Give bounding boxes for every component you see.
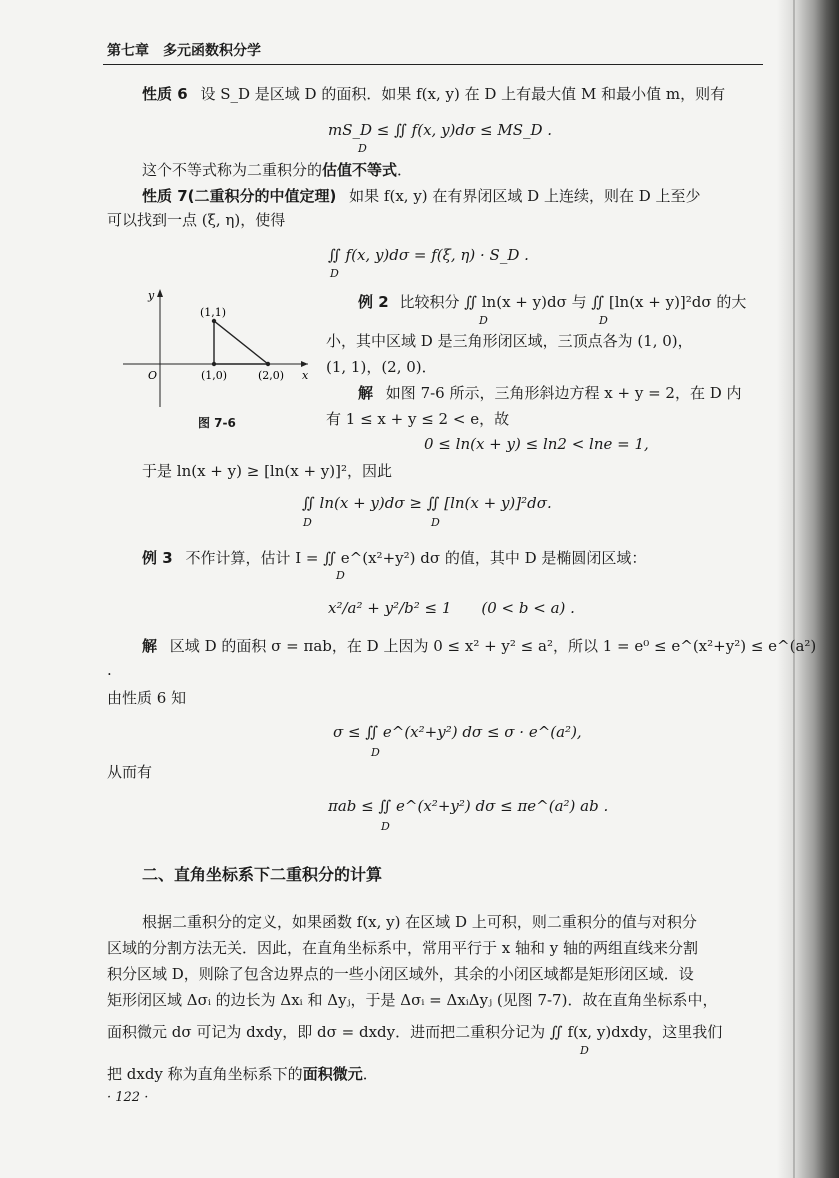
page-number: · 122 · — [107, 1090, 149, 1105]
y-label: y — [148, 289, 155, 302]
example-2-text3: (1, 1)，(2, 0)． — [326, 358, 437, 376]
y-axis-arrow — [157, 289, 163, 297]
domain-subscript: D — [599, 314, 608, 327]
property-6-label: 性质 6 — [142, 85, 188, 103]
property-7-text1: 如果 f(x, y) 在有界闭区域 D 上连续，则在 D 上至少 — [349, 187, 701, 205]
section-title: 二、直角坐标系下二重积分的计算 — [142, 865, 383, 884]
solution-text2: 由性质 6 知 — [107, 689, 187, 707]
domain-subscript: D — [330, 267, 339, 280]
point-label-1-0: (1,0) — [201, 369, 228, 382]
point-label-1-1: (1,1) — [200, 306, 227, 319]
property-7 — [142, 186, 701, 206]
paragraph-text: 把 dxdy 称为直角坐标系下的 — [107, 1065, 303, 1083]
domain-subscript: D — [336, 569, 345, 582]
chapter-header: 第七章 多元函数积分学 — [107, 43, 261, 59]
example-3-text: 不作计算，估计 I = ∬ e^(x²+y²) dσ 的值，其中 D 是椭圆闭区域： — [185, 549, 647, 567]
property-6-text: 设 S_D 是区域 D 的面积．如果 f(x, y) 在 D 上有最大值 M 和最小值 m，则有 — [200, 85, 726, 103]
term-area-element: 面积微元 — [302, 1065, 363, 1083]
triangle-region — [214, 321, 268, 364]
point-label-2-0: (2,0) — [258, 369, 285, 382]
vertex-2-0 — [266, 362, 270, 366]
section-paragraph-line-6 — [107, 1064, 378, 1084]
example-3 — [142, 548, 646, 568]
domain-subscript: D — [431, 516, 440, 529]
solution-text1: 如图 7-6 所示，三角形斜边方程 x + y = 2，在 D 内 — [385, 384, 742, 402]
estimation-inequality: mS_D ≤ ∬ f(x, y)dσ ≤ MS_D . — [328, 121, 553, 139]
domain-subscript: D — [371, 746, 380, 759]
domain-subscript: D — [580, 1044, 589, 1057]
example-3-label: 例 3 — [142, 549, 173, 567]
comparison-formula: ∬ ln(x + y)dσ ≥ ∬ [ln(x + y)]²dσ. — [302, 494, 552, 512]
vertex-1-0 — [212, 362, 216, 366]
section-paragraph-line-3: 积分区域 D，则除了包含边界点的一些小闭区域外，其余的小闭区域都是矩形闭区域．设 — [107, 965, 694, 983]
estimation-note — [142, 160, 412, 180]
sigma-bound-formula: σ ≤ ∬ e^(x²+y²) dσ ≤ σ · e^(a²), — [333, 723, 582, 741]
example-2-solution — [358, 383, 742, 403]
x-label: x — [302, 369, 309, 382]
binding-edge — [793, 0, 795, 1178]
section-paragraph-line-4: 矩形闭区域 Δσᵢ 的边长为 Δxᵢ 和 Δyⱼ，于是 Δσᵢ = ΔxᵢΔyⱼ (见图 7-7)．故在直角坐标系中， — [107, 991, 718, 1009]
domain-subscript: D — [479, 314, 488, 327]
solution-text3: 从而有 — [107, 763, 153, 781]
example-2-label: 例 2 — [358, 293, 389, 311]
x-axis-arrow — [301, 361, 308, 367]
section-paragraph-line-2: 区域的分割方法无关．因此，在直角坐标系中，常用平行于 x 轴和 y 轴的两组直线来分割 — [107, 939, 699, 957]
note-end: ． — [397, 161, 413, 179]
example-2-text2: 小，其中区域 D 是三角形闭区域，三顶点各为 (1, 0)， — [326, 332, 693, 350]
term-estimation-inequality: 估值不等式 — [322, 161, 398, 179]
solution-dot: . — [107, 661, 112, 679]
solution-text1: 区域 D 的面积 σ = πab，在 D 上因为 0 ≤ x² + y² ≤ a²，所以 1 = e⁰ ≤ e^(x²+y²) ≤ e^(a²) — [169, 637, 817, 655]
ln-bound-formula: 0 ≤ ln(x + y) ≤ ln2 < lne = 1, — [424, 435, 649, 453]
example-2 — [358, 292, 746, 312]
note-text: 这个不等式称为二重积分的 — [142, 161, 323, 179]
mean-value-formula: ∬ f(x, y)dσ = f(ξ, η) · S_D . — [328, 246, 529, 264]
section-paragraph-line-5: 面积微元 dσ 可记为 dxdy，即 dσ = dxdy．进而把二重积分记为 ∬ f(x, y)dxdy，这里我们 — [107, 1023, 723, 1041]
solution-label: 解 — [358, 384, 374, 402]
solution-text3: 于是 ln(x + y) ≥ [ln(x + y)]²，因此 — [142, 462, 392, 480]
header-rule — [103, 64, 763, 65]
solution-label: 解 — [142, 637, 158, 655]
example-2-text1: 比较积分 ∬ ln(x + y)dσ 与 ∬ [ln(x + y)]²dσ 的大 — [399, 293, 747, 311]
property-7-text2: 可以找到一点 (ξ, η)，使得 — [107, 211, 286, 229]
property-6 — [142, 84, 725, 104]
example-3-solution — [142, 636, 816, 656]
section-paragraph-line-1: 根据二重积分的定义，如果函数 f(x, y) 在区域 D 上可积，则二重积分的值与对积分 — [142, 913, 697, 931]
property-7-label: 性质 7(二重积分的中值定理) — [142, 187, 337, 205]
domain-subscript: D — [381, 820, 390, 833]
domain-subscript: D — [358, 142, 367, 155]
book-binding-shadow — [777, 0, 839, 1178]
paragraph-end: ． — [362, 1065, 378, 1083]
vertex-1-1 — [212, 319, 216, 323]
domain-subscript: D — [303, 516, 312, 529]
origin-label: O — [148, 369, 158, 382]
figure-caption: 图 7-6 — [198, 416, 236, 430]
pi-ab-bound-formula: πab ≤ ∬ e^(x²+y²) dσ ≤ πe^(a²) ab . — [328, 797, 609, 815]
ellipse-inequality: x²/a² + y²/b² ≤ 1 (0 < b < a) . — [328, 599, 575, 617]
figure-7-6 — [118, 285, 318, 415]
solution-text2: 有 1 ≤ x + y ≤ 2 < e，故 — [326, 410, 510, 428]
